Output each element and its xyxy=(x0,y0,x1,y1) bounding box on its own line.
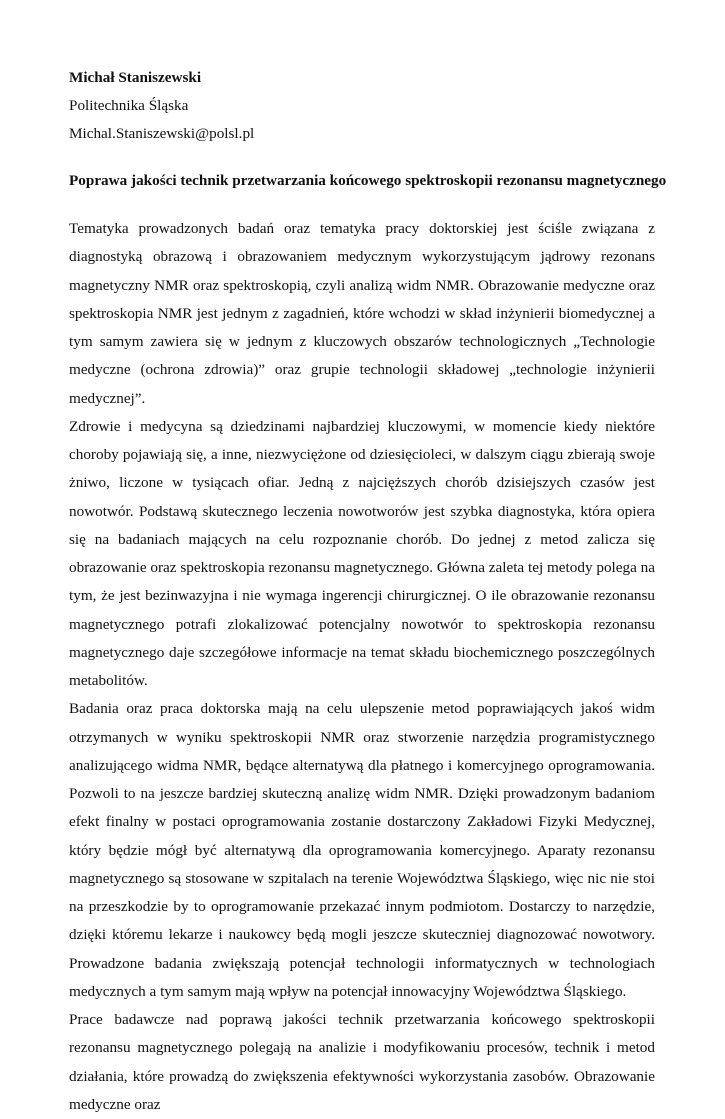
document-title: Poprawa jakości technik przetwarzania końcowego spektroskopii rezonansu magnetycznego xyxy=(69,172,667,189)
author-block xyxy=(69,64,659,149)
author-name: Michał Staniszewski xyxy=(69,69,202,86)
paragraph: Badania oraz praca doktorska mają na celu ulepszenie metod poprawiających jakoś widm otrzymanych w wyniku spektroskopii NMR oraz stworzenie narzędzia programistycznego analizującego widma NMR, będące alternatywą dla płatnego i komercyjnego oprogramowania. Pozwoli to na jeszcze bardziej skuteczną analizę widm NMR. Dzięki prowadzonym badaniom efekt finalny w postaci oprogramowania zostanie dostarczony Zakładowi Fizyki Medycznej, który będzie mógł być alternatywą dla oprogramowania komercyjnego. Aparaty rezonansu magnetycznego są stosowane w szpitalach na terenie Województwa Śląskiego, więc nic nie stoi na przeszkodzie by to oprogramowanie przekazać innym podmiotom. Dostarczy to narzędzie, dzięki któremu lekarze i naukowcy będą mogli jeszcze skuteczniej diagnozować nowotwory. Prowadzone badania zwiększają potencjał technologii informatycznych w technologiach medycznych a tym samym mają wpływ na potencjał innowacyjny Województwa Śląskiego. xyxy=(69,700,655,1000)
paragraph: Tematyka prowadzonych badań oraz tematyka pracy doktorskiej jest ściśle związana z diagnostyką obrazową i obrazowaniem medycznym wykorzystującym jądrowy rezonans magnetyczny NMR oraz spektroskopią, czyli analizą widm NMR. Obrazowanie medyczne oraz spektroskopia NMR jest jednym z zagadnień, które wchodzi w skład inżynierii biomedycznej a tym samym zawiera się w jednym z kluczowych obszarów technologicznych „Technologie medyczne (ochrona zdrowia)” oraz grupie technologii składowej „technologie inżynierii medycznej”. xyxy=(69,220,655,407)
paragraph: Prace badawcze nad poprawą jakości technik przetwarzania końcowego spektroskopii rezonansu magnetycznego polegają na analizie i modyfikowaniu procesów, technik i metod działania, które prowadzą do zwiększenia efektywności wykorzystania zasobów. Obrazowanie medyczne oraz xyxy=(69,1011,655,1113)
author-affiliation: Politechnika Śląska xyxy=(69,97,189,115)
document-body xyxy=(69,215,655,1119)
paragraph: Zdrowie i medycyna są dziedzinami najbardziej kluczowymi, w momencie kiedy niektóre choroby pojawiają się, a inne, niezwyciężone od dziesięcioleci, w dalszym ciągu zbierają swoje żniwo, liczone w tysiącach ofiar. Jedną z najcięższych chorób dzisiejszych czasów jest nowotwór. Podstawą skutecznego leczenia nowotworów jest szybka diagnostyka, która opiera się na badaniach mających na celu rozpoznanie chorób. Do jednej z metod zalicza się obrazowanie oraz spektroskopia rezonansu magnetycznego. Główna zaleta tej metody polega na tym, że jest bezinwazyjna i nie wymaga ingerencji chirurgicznej. O ile obrazowanie rezonansu magnetycznego potrafi zlokalizować potencjalny nowotwór to spektroskopia rezonansu magnetycznego daje szczegółowe informacje na temat składu biochemicznego poszczególnych metabolitów. xyxy=(69,417,655,689)
author-email: Michal.Staniszewski@polsl.pl xyxy=(69,125,255,143)
